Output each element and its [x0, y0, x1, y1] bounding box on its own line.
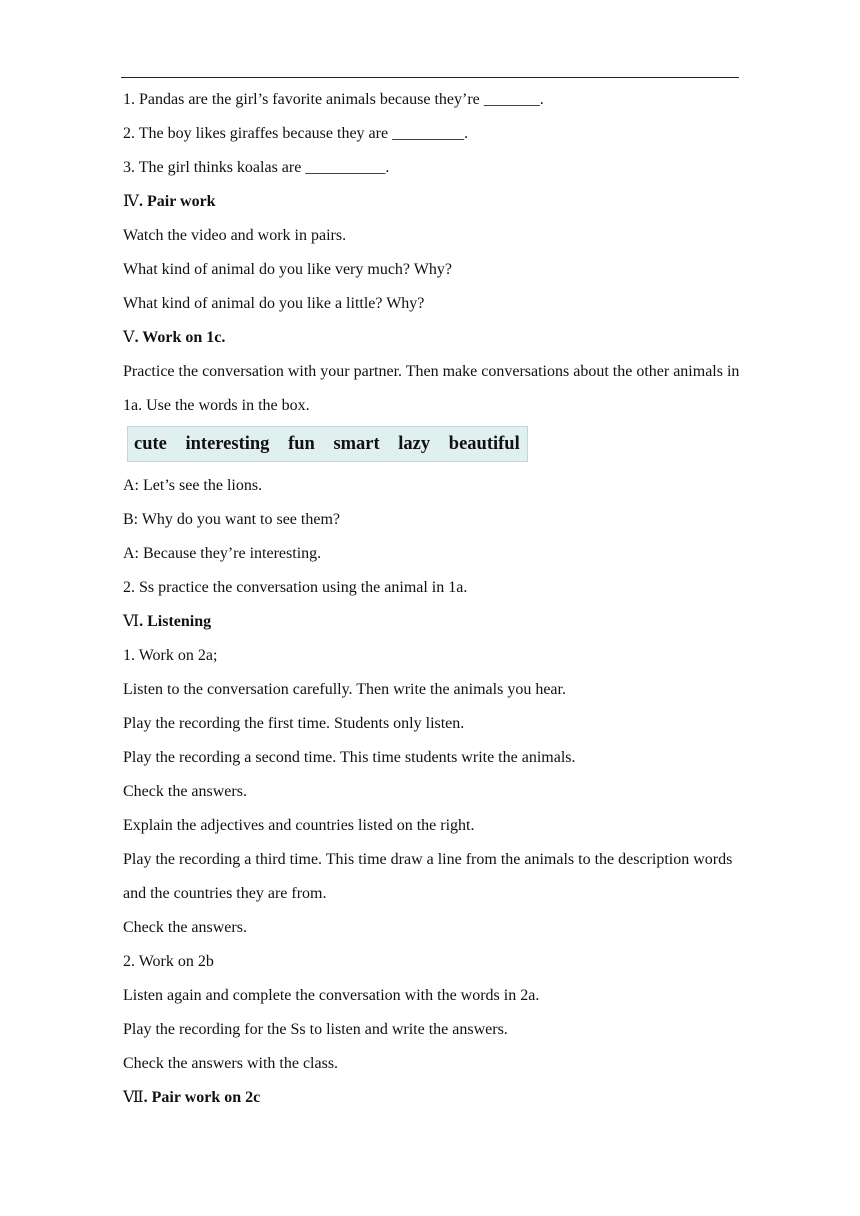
word-box-item: lazy [398, 434, 431, 454]
section-6-heading [123, 605, 743, 639]
word-box-item: interesting [185, 434, 270, 454]
section-7-title: . Pair work on 2c [143, 1089, 261, 1106]
section-6-wrapped-line: Play the recording a third time. This time draw a line from the animals to the description words and the countries they are from. [123, 851, 733, 902]
section-6-line: Listen to the conversation carefully. Then write the animals you hear. [123, 681, 566, 698]
question-3: 3. The girl thinks koalas are __________. [123, 159, 390, 176]
word-box-item: cute [134, 434, 167, 454]
section-4-title: . Pair work [138, 193, 216, 210]
section-6-line: 2. Work on 2b [123, 953, 214, 970]
section-6-line: Play the recording the first time. Students only listen. [123, 715, 465, 732]
section-6-line: Check the answers with the class. [123, 1055, 339, 1072]
section-4-line-2: What kind of animal do you like very much? Why? [123, 261, 452, 278]
dialogue-line-1: A: Let’s see the lions. [123, 477, 263, 494]
question-1: 1. Pandas are the girl’s favorite animals because they’re _______. [123, 91, 544, 108]
word-box-item: fun [288, 434, 315, 454]
section-5-practice: 2. Ss practice the conversation using the animal in 1a. [123, 579, 468, 596]
section-7-numeral: Ⅶ [123, 1089, 144, 1106]
document-body [123, 83, 743, 1115]
word-box-item: beautiful [448, 434, 520, 454]
header-rule [121, 77, 739, 78]
word-box-item: smart [333, 434, 380, 454]
section-5-numeral: Ⅴ [123, 329, 135, 346]
section-5-title: . Work on 1c. [134, 329, 226, 346]
section-4-heading [123, 185, 743, 219]
section-4-line-3: What kind of animal do you like a little? Why? [123, 295, 425, 312]
section-6-numeral: Ⅵ [123, 613, 140, 630]
section-4-line-1: Watch the video and work in pairs. [123, 227, 347, 244]
section-6-line: Play the recording a second time. This time students write the animals. [123, 749, 576, 766]
section-6-line: Check the answers. [123, 783, 247, 800]
section-7-heading [123, 1081, 743, 1115]
section-6-line: Play the recording for the Ss to listen and write the answers. [123, 1021, 508, 1038]
section-5-instruction: Practice the conversation with your partner. Then make conversations about the other animals in 1a. Use the words in the box. [123, 363, 740, 414]
section-6-line: 1. Work on 2a; [123, 647, 218, 664]
section-6-line: Explain the adjectives and countries listed on the right. [123, 817, 475, 834]
section-6-line: Listen again and complete the conversation with the words in 2a. [123, 987, 540, 1004]
dialogue-line-2: B: Why do you want to see them? [123, 511, 340, 528]
section-6-line: Check the answers. [123, 919, 247, 936]
word-box [127, 426, 528, 462]
section-4-numeral: Ⅳ [123, 193, 139, 210]
dialogue-line-3: A: Because they’re interesting. [123, 545, 322, 562]
section-6-title: . Listening [139, 613, 212, 630]
question-2: 2. The boy likes giraffes because they are _________. [123, 125, 469, 142]
section-5-heading [123, 321, 743, 355]
